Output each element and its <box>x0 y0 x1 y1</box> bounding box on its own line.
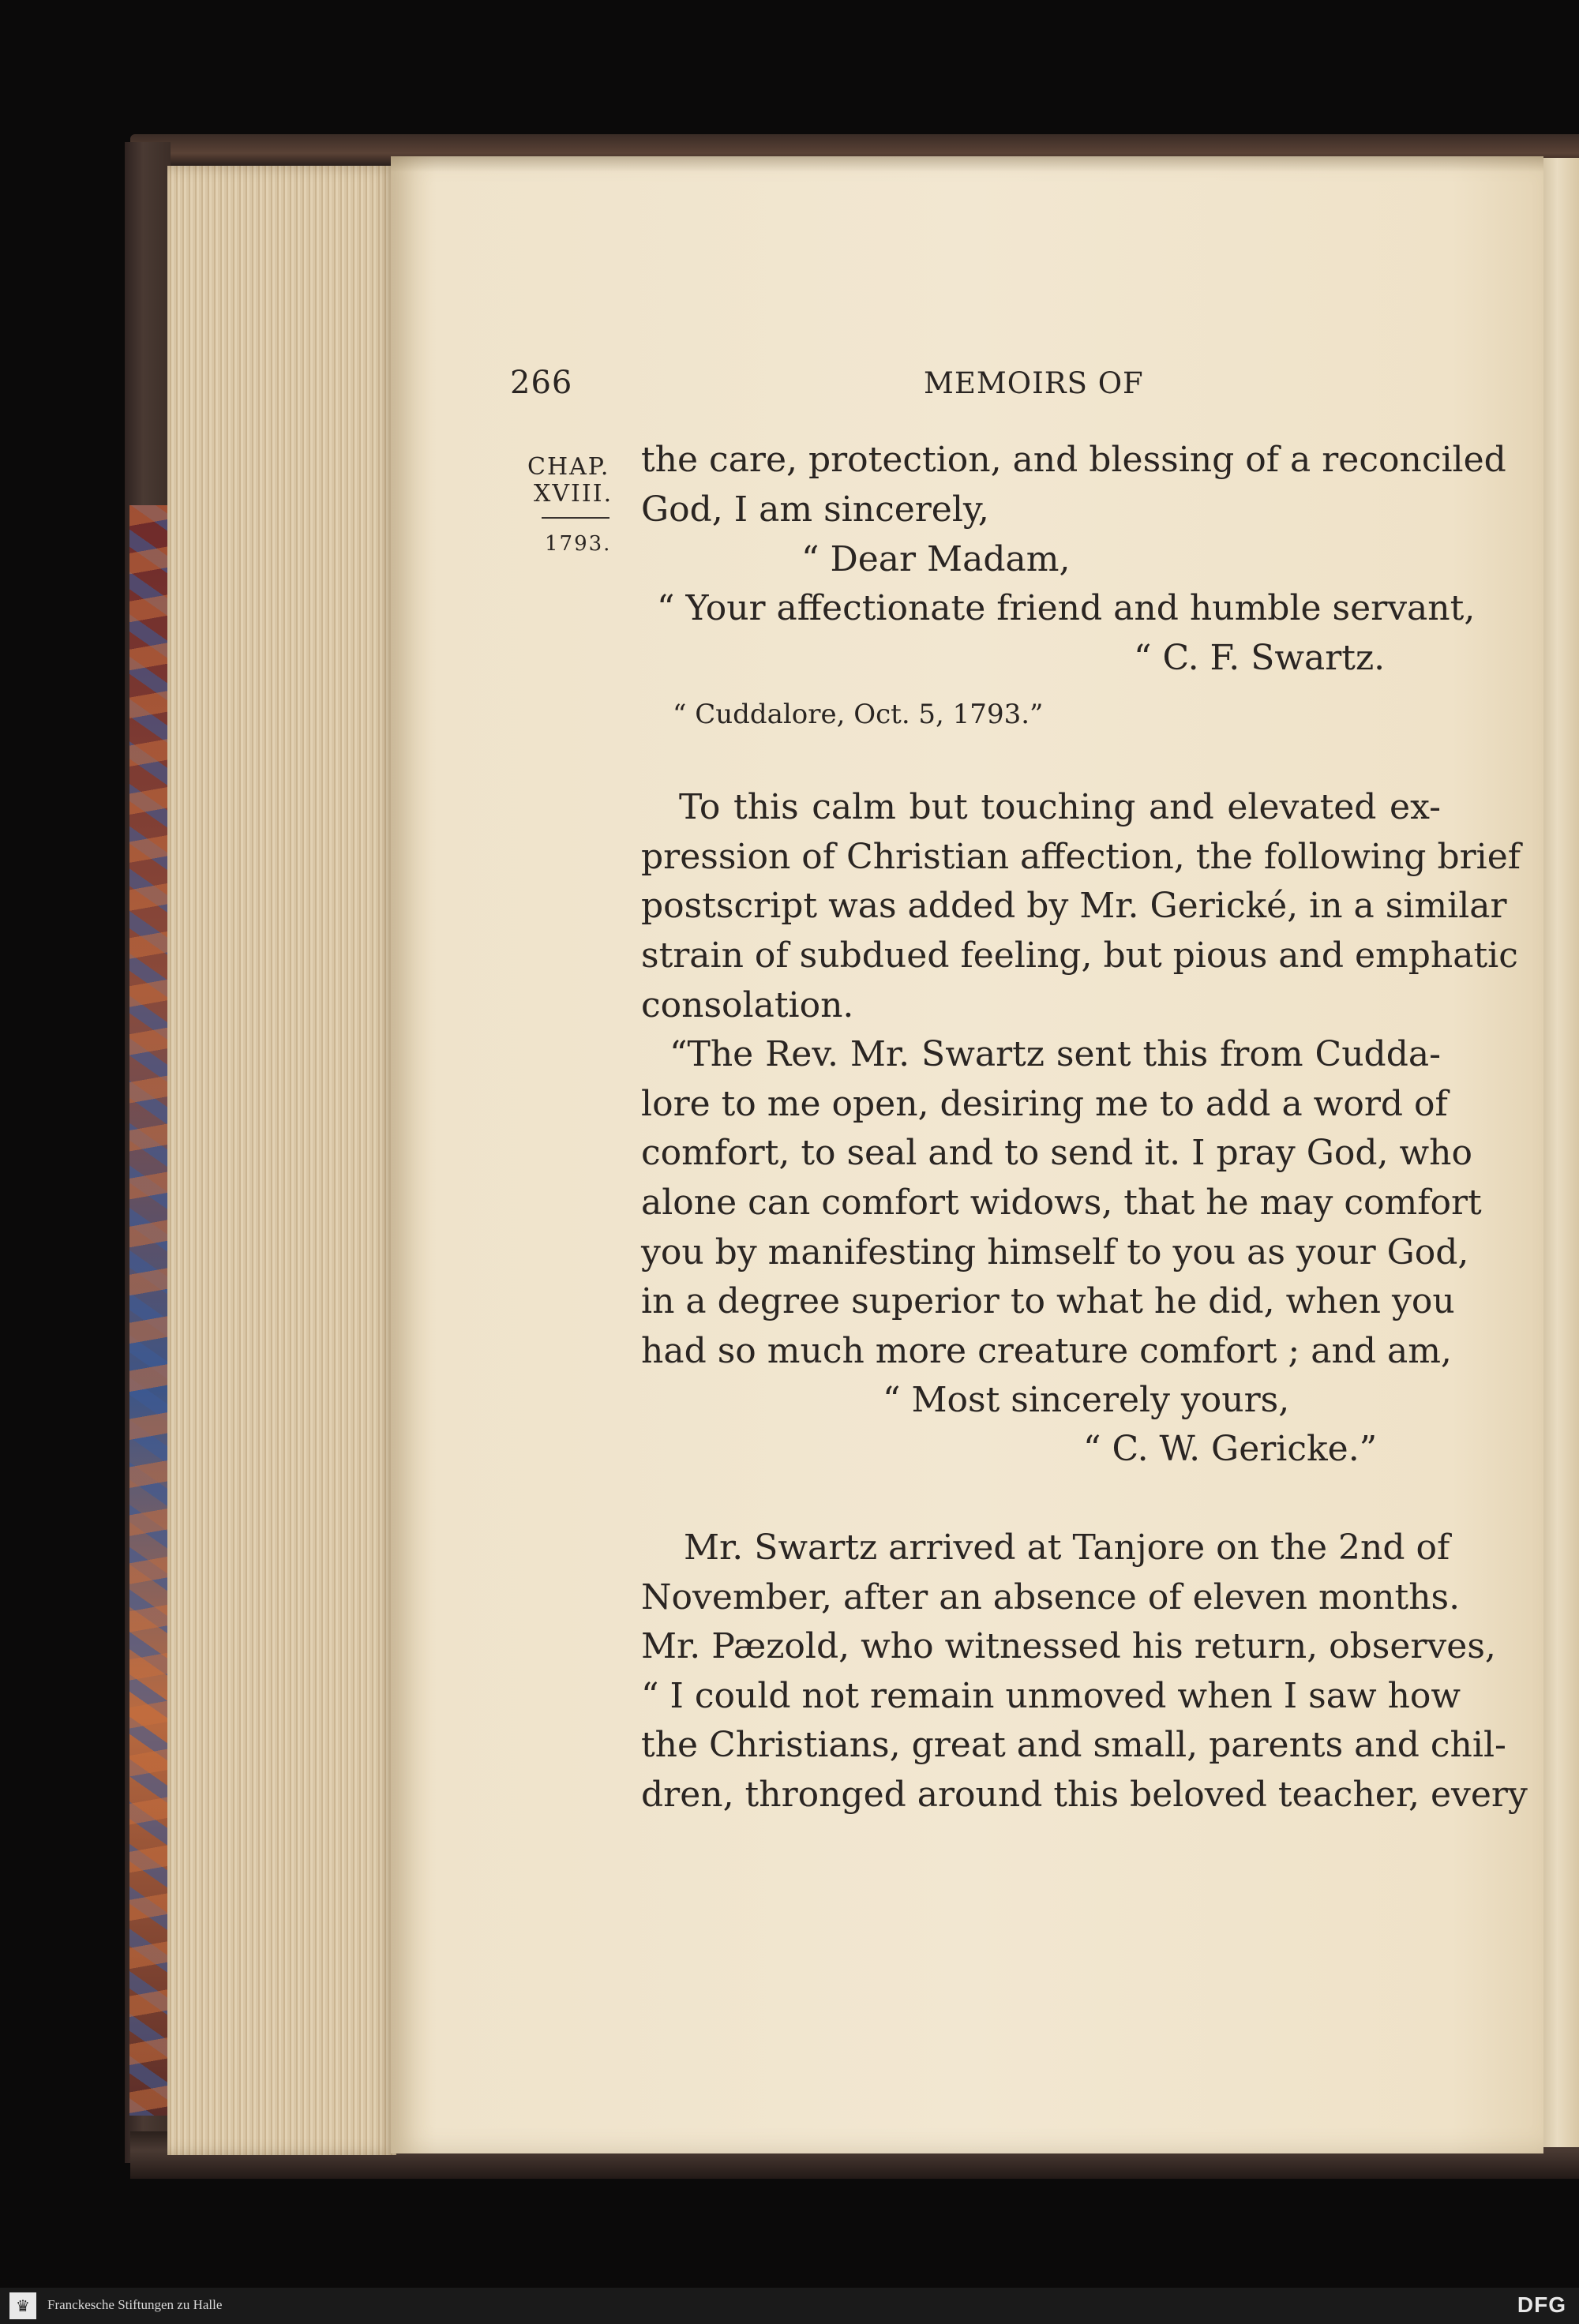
text-line: had so much more creature comfort ; and am, <box>641 1331 1452 1371</box>
text-line: in a degree superior to what he did, when you <box>641 1281 1455 1321</box>
text-line: November, after an absence of eleven months. <box>641 1577 1461 1617</box>
text-line: “ Your affectionate friend and humble servant, <box>657 588 1476 628</box>
page-edges <box>167 166 396 2155</box>
text-line: Mr. Pæzold, who witnessed his return, observes, <box>641 1626 1496 1666</box>
text-line: consolation. <box>641 985 854 1025</box>
dfg-logo: DFG <box>1517 2292 1566 2317</box>
dateline: “ Cuddalore, Oct. 5, 1793.” <box>673 699 1044 730</box>
text-line: Mr. Swartz arrived at Tanjore on the 2nd of <box>684 1527 1450 1568</box>
margin-year: 1793. <box>545 532 612 556</box>
text-line: strain of subdued feeling, but pious and emphatic <box>641 935 1518 976</box>
text-line: To this calm but touching and elevated ex- <box>679 787 1441 827</box>
page-number: 266 <box>510 365 573 401</box>
signature-gericke: “ C. W. Gericke.” <box>1083 1429 1378 1469</box>
text-line: pression of Christian affection, the following brief <box>641 837 1521 877</box>
text-line: “ I could not remain unmoved when I saw how <box>641 1676 1461 1716</box>
text-line: “ Dear Madam, <box>801 539 1071 579</box>
text-line: God, I am sincerely, <box>641 489 989 530</box>
text-line: the Christians, great and small, parents and chil- <box>641 1725 1506 1765</box>
margin-rule <box>542 517 609 519</box>
text-line: postscript was added by Mr. Gerické, in a similar <box>641 886 1507 926</box>
margin-chap: CHAP. <box>527 453 610 481</box>
running-head: MEMOIRS OF <box>924 366 1144 400</box>
page-shadow <box>391 156 1543 172</box>
text-line: the care, protection, and blessing of a reconciled <box>641 440 1506 480</box>
franckesche-logo-icon: ♛ <box>9 2292 36 2319</box>
margin-chap-number: XVIII. <box>534 480 613 508</box>
text-line: lore to me open, desiring me to add a word of <box>641 1084 1448 1124</box>
signature-swartz: “ C. F. Swartz. <box>1134 638 1386 678</box>
text-line: comfort, to seal and to send it. I pray God, who <box>641 1133 1473 1173</box>
text-line: you by manifesting himself to you as your God, <box>641 1232 1469 1273</box>
text-line: “ Most sincerely yours, <box>883 1380 1290 1420</box>
text-line: alone can comfort widows, that he may comfort <box>641 1183 1482 1223</box>
institution-name: Franckesche Stiftungen zu Halle <box>47 2297 223 2312</box>
text-line: dren, thronged around this beloved teacher, every <box>641 1775 1528 1815</box>
text-line: “The Rev. Mr. Swartz sent this from Cudda- <box>669 1034 1441 1074</box>
footer-bar <box>0 2288 1579 2324</box>
